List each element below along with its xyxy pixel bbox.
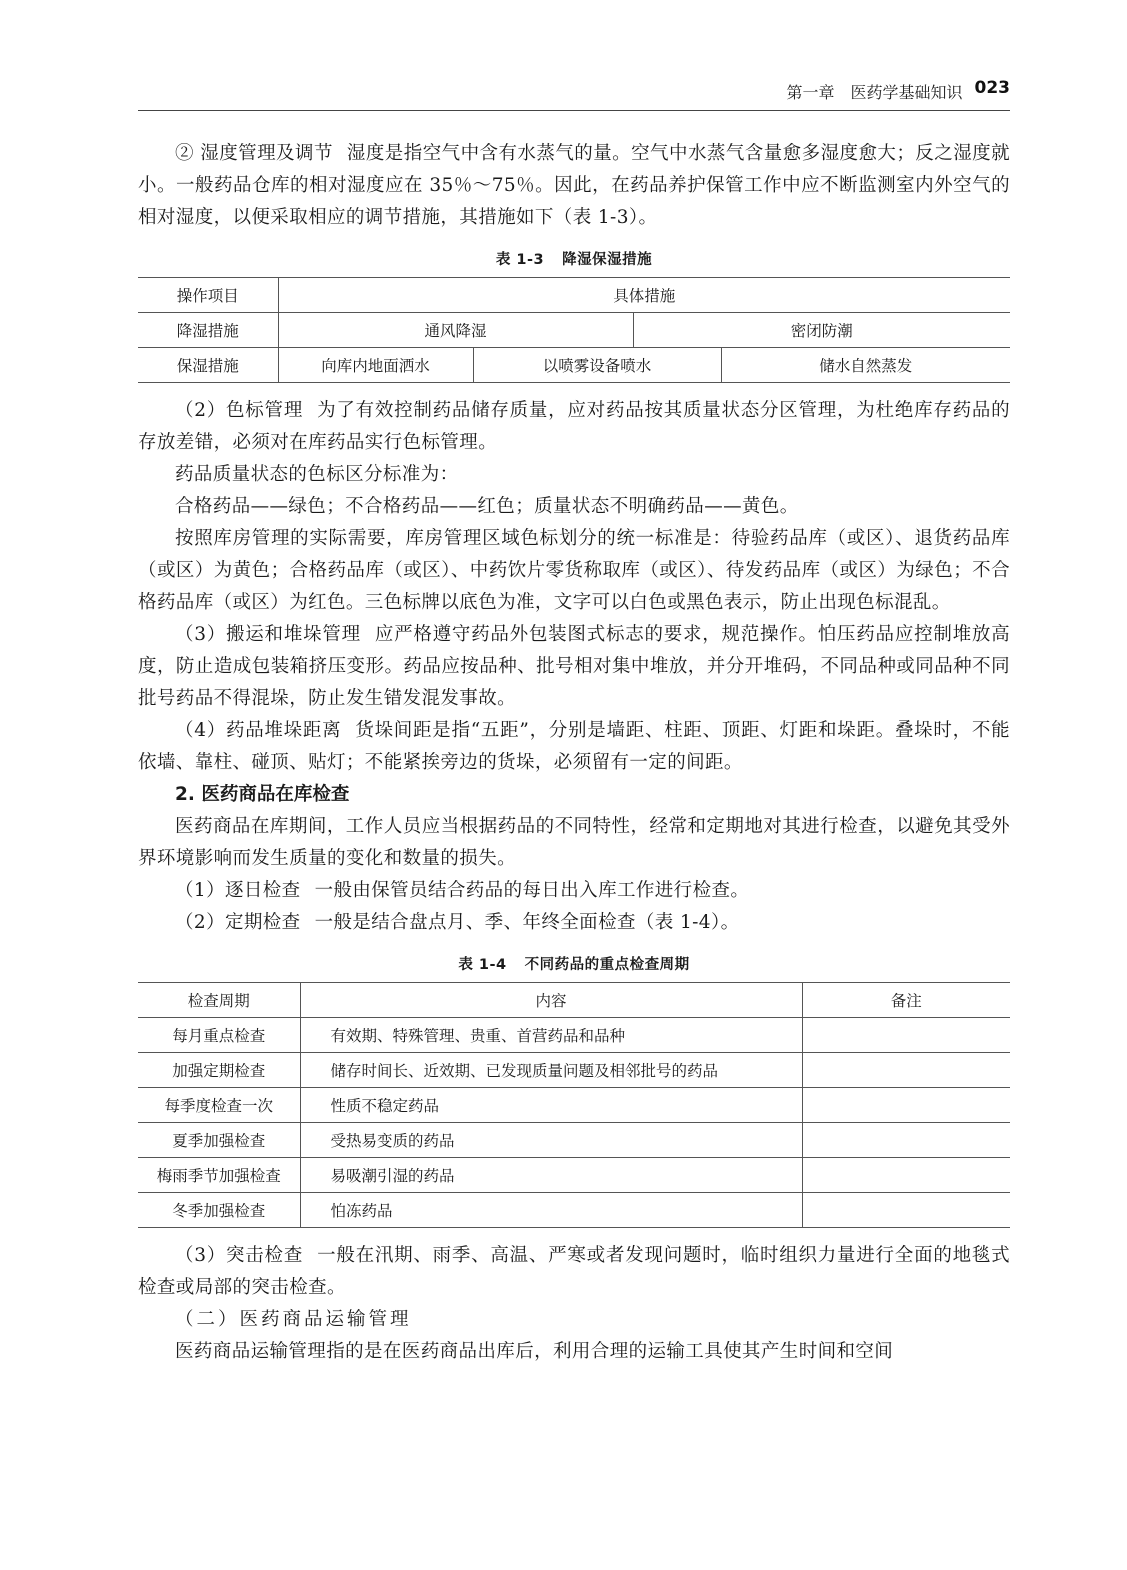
table-header-row	[138, 983, 1010, 1018]
table-cell: 每月重点检查	[138, 1018, 300, 1053]
table-cell	[802, 1088, 1010, 1123]
table-cell: 性质不稳定药品	[300, 1088, 802, 1123]
chapter-title: 第一章 医药学基础知识	[786, 83, 963, 102]
table-cell: 密闭防潮	[633, 313, 1010, 348]
paragraph-lead: （2）定期检查	[175, 912, 301, 933]
paragraph-stacking	[138, 619, 1010, 715]
paragraph-text: 一般是结合盘点月、季、年终全面检查（表 1-4）。	[314, 912, 740, 933]
paragraph-lead: （3）突击检查	[175, 1245, 304, 1266]
table-row	[138, 348, 1010, 383]
table-header-row	[138, 278, 1010, 313]
page-body	[138, 138, 1010, 1368]
page-header	[138, 78, 1010, 111]
table-cell: 具体措施	[278, 278, 1010, 313]
table-header-cell: 检查周期	[138, 983, 300, 1018]
paragraph-lead: （4）药品堆垛距离	[175, 720, 342, 741]
table-cell: 夏季加强检查	[138, 1123, 300, 1158]
paragraph-surprise-check	[138, 1240, 1010, 1304]
table-cell	[802, 1053, 1010, 1088]
table-caption	[138, 248, 1010, 269]
table-cell: 降湿措施	[138, 313, 278, 348]
paragraph-text: 货垛间距是指“五距”，分别是墙距、柱距、顶距、灯距和垛距。叠垛时，不能依墙、靠柱、碰顶、贴灯；不能紧挨旁边的货垛，必须留有一定的间距。	[138, 720, 1010, 773]
table-header-cell: 备注	[802, 983, 1010, 1018]
table-cell: 通风降湿	[278, 313, 633, 348]
table-row	[138, 1193, 1010, 1228]
table-caption	[138, 953, 1010, 974]
table-cell: 加强定期检查	[138, 1053, 300, 1088]
paragraph-text: 应严格遵守药品外包装图式标志的要求，规范操作。怕压药品应控制堆放高度，防止造成包装箱挤压变形。药品应按品种、批号相对集中堆放，并分开堆码，不同品种或同品种不同批号药品不得混垛，防止发生错发混发事故。	[138, 624, 1011, 709]
paragraph-text: 一般由保管员结合药品的每日出入库工作进行检查。	[314, 880, 750, 901]
table-header-cell: 内容	[300, 983, 802, 1018]
table-number: 表 1-4	[458, 957, 507, 973]
table-cell: 储水自然蒸发	[721, 348, 1010, 383]
table-cell: 易吸潮引湿的药品	[300, 1158, 802, 1193]
table-row	[138, 1088, 1010, 1123]
paragraph-periodic-check	[138, 907, 1010, 939]
table-cell: 每季度检查一次	[138, 1088, 300, 1123]
paragraph-lead: （2）色标管理	[175, 400, 304, 421]
paragraph-lead: （1）逐日检查	[175, 880, 301, 901]
table-cell	[802, 1123, 1010, 1158]
table-row	[138, 1053, 1010, 1088]
table-cell	[802, 1193, 1010, 1228]
paragraph: 合格药品——绿色；不合格药品——红色；质量状态不明确药品——黄色。	[175, 496, 799, 517]
paragraph-humidity	[138, 138, 1010, 234]
paragraph-lead: ② 湿度管理及调节	[175, 143, 333, 164]
table-cell: 储存时间长、近效期、已发现质量问题及相邻批号的药品	[300, 1053, 802, 1088]
inspection-cycle-table	[138, 982, 1010, 1228]
section-heading: 2. 医药商品在库检查	[175, 784, 350, 805]
table-title: 不同药品的重点检查周期	[524, 957, 690, 973]
page-number: 023	[974, 78, 1010, 98]
table-cell: 有效期、特殊管理、贵重、首营药品和品种	[300, 1018, 802, 1053]
table-cell: 怕冻药品	[300, 1193, 802, 1228]
table-title: 降湿保湿措施	[562, 252, 653, 268]
paragraph-text: 湿度是指空气中含有水蒸气的量。空气中水蒸气含量愈多湿度愈大；反之湿度就小。一般药品仓库的相对湿度应在 35％～75％。因此，在药品养护保管工作中应不断监测室内外空气的相对湿度，以便采取相应的调节措施，其措施如下（表 1-3）。	[138, 143, 1010, 228]
section-heading: （二）医药商品运输管理	[175, 1309, 412, 1330]
table-cell: 以喷雾设备喷水	[473, 348, 721, 383]
table-row	[138, 1018, 1010, 1053]
paragraph-daily-check	[138, 875, 1010, 907]
paragraph-color-label	[138, 395, 1010, 459]
table-number: 表 1-3	[495, 252, 545, 268]
paragraph: 按照库房管理的实际需要，库房管理区域色标划分的统一标准是：待验药品库（或区）、退货药品库（或区）为黄色；合格药品库（或区）、中药饮片零货称取库（或区）、待发药品库（或区）为绿色；不合格药品库（或区）为红色。三色标牌以底色为准，文字可以白色或黑色表示，防止出现色标混乱。	[138, 528, 1010, 613]
table-cell	[802, 1158, 1010, 1193]
table-cell: 受热易变质的药品	[300, 1123, 802, 1158]
table-row	[138, 1123, 1010, 1158]
table-cell: 保湿措施	[138, 348, 278, 383]
table-cell: 向库内地面洒水	[278, 348, 473, 383]
table-cell: 冬季加强检查	[138, 1193, 300, 1228]
paragraph-distance	[138, 715, 1010, 779]
paragraph: 医药商品运输管理指的是在医药商品出库后，利用合理的运输工具使其产生时间和空间	[175, 1341, 894, 1362]
paragraph: 药品质量状态的色标区分标准为：	[175, 464, 459, 485]
paragraph-text: 一般在汛期、雨季、高温、严寒或者发现问题时，临时组织力量进行全面的地毯式检查或局部的突击检查。	[138, 1245, 1010, 1298]
table-row	[138, 313, 1010, 348]
paragraph-text: 为了有效控制药品储存质量，应对药品按其质量状态分区管理，为杜绝库存药品的存放差错，必须对在库药品实行色标管理。	[138, 400, 1010, 453]
paragraph: 医药商品在库期间，工作人员应当根据药品的不同特性，经常和定期地对其进行检查，以避免其受外界环境影响而发生质量的变化和数量的损失。	[138, 816, 1010, 869]
table-cell: 梅雨季节加强检查	[138, 1158, 300, 1193]
humidity-measures-table	[138, 277, 1010, 383]
paragraph-lead: （3）搬运和堆垛管理	[175, 624, 361, 645]
table-row	[138, 1158, 1010, 1193]
table-cell: 操作项目	[138, 278, 278, 313]
table-cell	[802, 1018, 1010, 1053]
